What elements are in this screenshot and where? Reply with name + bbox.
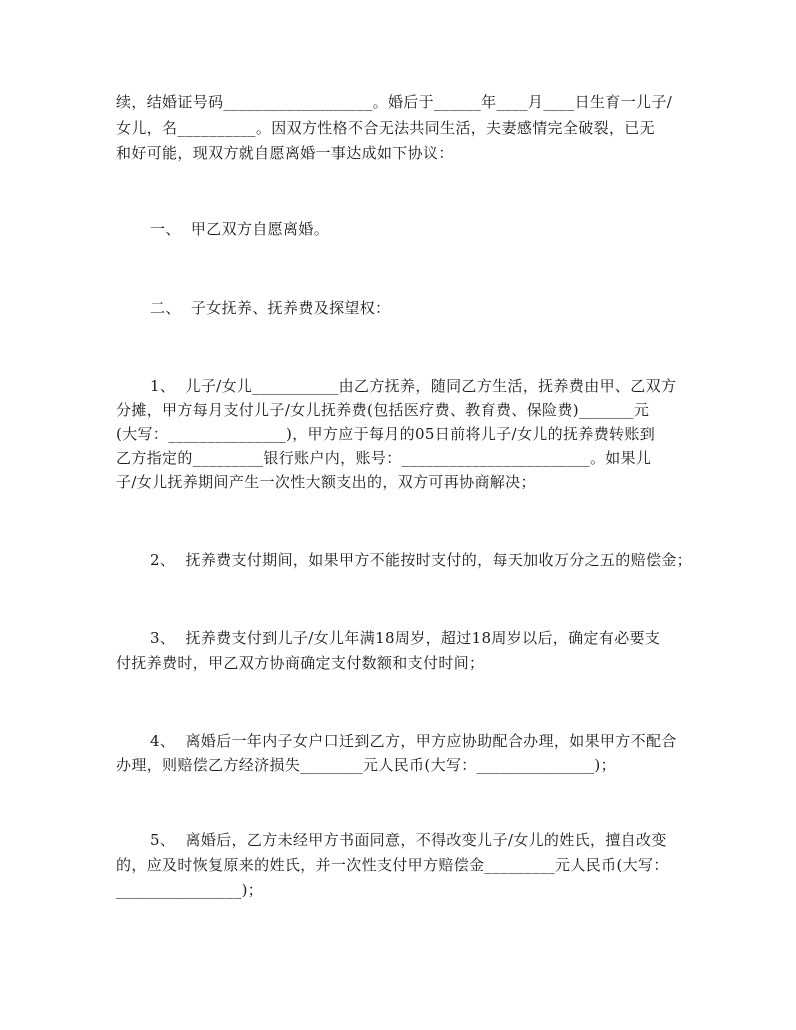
section-heading-1: 一、 甲乙双方自愿离婚。	[150, 220, 330, 238]
item-2-line-1: 2、 抚养费支付期间，如果甲方不能按时支付的，每天加收万分之五的赔偿金；	[150, 551, 693, 569]
intro-line-3: 和好可能，现双方就自愿离婚一事达成如下协议：	[116, 144, 454, 162]
intro-line-1: 续，结婚证号码___________________。婚后于______年____月____日生育一儿子/	[116, 93, 673, 111]
item-1-line-2: 分摊，甲方每月支付儿子/女儿抚养费(包括医疗费、教育费、保险费)_______元	[116, 401, 650, 419]
item-5-line-2: 的，应及时恢复原来的姓氏，并一次性支付甲方赔偿金_________元人民币(大写：	[116, 856, 669, 874]
item-1-line-3: (大写：_______________)，甲方应于每月的05日前将儿子/女儿的抚养费转账到	[116, 425, 656, 443]
item-1-line-5: 子/女儿抚养期间产生一次性大额支出的，双方可再协商解决；	[116, 473, 536, 491]
item-1-line-1: 1、 儿子/女儿___________由乙方抚养，随同乙方生活，抚养费由甲、乙双方	[150, 377, 677, 395]
item-4-line-2: 办理，则赔偿乙方经济损失________元人民币(大写：_______________)；	[116, 756, 616, 774]
intro-line-2: 女儿，名__________。因双方性格不合无法共同生活，夫妻感情完全破裂，已无	[116, 119, 656, 137]
item-1-line-4: 乙方指定的_________银行账户内，账号：________________________。如果儿	[116, 449, 652, 467]
section-heading-2: 二、 子女抚养、抚养费及探望权：	[150, 299, 391, 317]
item-5-line-3: ________________)；	[116, 881, 264, 899]
item-3-line-1: 3、 抚养费支付到儿子/女儿年满18周岁，超过18周岁以后，确定有必要支	[150, 629, 661, 647]
item-5-line-1: 5、 离婚后，乙方未经甲方书面同意，不得改变儿子/女儿的姓氏，擅自改变	[150, 831, 667, 849]
item-4-line-1: 4、 离婚后一年内子女户口迁到乙方，甲方应协助配合办理，如果甲方不配合	[150, 732, 677, 750]
item-3-line-2: 付抚养费时，甲乙双方协商确定支付数额和支付时间；	[116, 654, 485, 672]
